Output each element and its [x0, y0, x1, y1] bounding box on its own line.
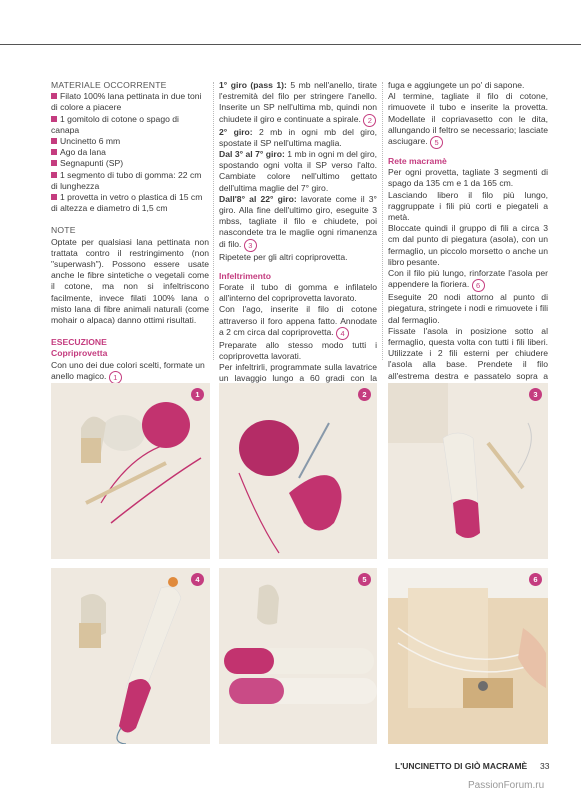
copri-text: Con uno dei due colori scelti, formate un anello magico. 1 [51, 359, 205, 382]
bullet-square-icon [51, 149, 57, 155]
step-paragraph: Lasciando libero il filo più lungo, raggruppate i fili più corti e piegateli a metà. [388, 189, 548, 223]
footer-title: L'UNCINETTO DI GIÒ MACRAMÈ [395, 761, 528, 771]
step-ref-badge: 2 [363, 114, 376, 127]
bullet-square-icon [51, 194, 57, 200]
material-item: Segnapunti (SP) [51, 158, 209, 169]
esecuzione-heading: ESECUZIONE [51, 337, 107, 348]
material-item: Filato 100% lana pettinata in due toni di colore a piacere [51, 91, 202, 113]
step-paragraph: Dall'8° al 22° giro: lavorate come il 3° giro. Alla fine dell'ultimo giro, eseguite 3 mbss, tagliate il filo e chiudete, poi nascondete tra le maglie ogni rimanenza di filo. 3 [219, 193, 377, 250]
photo-step-1 [51, 383, 210, 559]
bullet-square-icon [51, 160, 57, 166]
step-paragraph: Con l'ago, inserite il filo di cotone attraverso il foro appena fatto. Annodate a 2 cm circa dal copriprovetta. 4 [219, 304, 377, 338]
rete-heading: Rete macramè [388, 156, 447, 167]
column-2 [219, 80, 377, 396]
photo-step-5 [219, 568, 377, 744]
photo-number-badge: 5 [358, 573, 371, 586]
step-paragraph: Preparate allo stesso modo tutti i copriprovetta lavorati. [219, 339, 377, 362]
step-paragraph: Per infeltrirli, programmate sulla lavatrice un lavaggio lungo a 60 gradi con la [219, 362, 377, 384]
photo-step-2 [219, 383, 377, 559]
step-paragraph: Al termine, tagliate il filo di cotone, rimuovete il tubo e inserite la provetta. Modellate il copriavasetto con le dita, allungando il feltro se necessario; lasciate asciugare. 5 [388, 91, 548, 148]
photo-6-illustration [388, 568, 548, 744]
photo-step-6 [388, 568, 548, 744]
step-ref-badge: 5 [430, 136, 443, 149]
watermark: PassionForum.ru [468, 780, 545, 791]
material-item: Uncinetto 6 mm [51, 136, 209, 147]
step-paragraph: fuga e aggiungete un po' di sapone. [388, 80, 525, 90]
photo-1-illustration [51, 383, 210, 559]
material-item: 1 segmento di tubo di gomma: 22 cm di lunghezza [51, 169, 202, 191]
photo-3-illustration [388, 383, 548, 559]
step-ref-badge: 4 [336, 327, 349, 340]
step-ref-badge: 1 [109, 371, 122, 384]
photo-4-illustration [51, 568, 210, 744]
step-paragraph: 1° giro (pass 1): 5 mb nell'anello, tirate l'estremità del filo per stringere l'anello. Inserite un SP nell'ultima mb, quindi non chiudete il giro e continuate a spirale. 2 [219, 80, 378, 125]
photo-2-illustration [219, 383, 377, 559]
infeltrimento-heading: Infeltrimento [219, 270, 272, 281]
step-paragraph: Eseguite 20 nodi attorno al punto di piegatura, stringete i nodi e rimuovete i fili dal fermaglio. [388, 292, 548, 325]
photo-step-4 [51, 568, 210, 744]
column-divider [213, 82, 214, 360]
step-paragraph: 2° giro: 2 mb in ogni mb del giro, spostate il SP nell'ultima maglia. [219, 126, 377, 148]
note-heading: NOTE [51, 225, 76, 236]
step-paragraph: Con il filo più lungo, rinforzate l'asola per appendere la fioriera. 6 [388, 268, 548, 291]
step-paragraph: Dal 3° al 7° giro: 1 mb in ogni m del giro, spostando ogni volta il SP verso l'alto. Cambiate colore nell'ultimo gettato dell'ultima maglie del 7° giro. [219, 149, 377, 193]
column-divider [382, 82, 383, 360]
bullet-square-icon [51, 116, 57, 122]
copriprovetta-heading: Copriprovetta [51, 348, 108, 359]
step-ref-badge: 6 [472, 279, 485, 292]
bullet-square-icon [51, 93, 57, 99]
bullet-square-icon [51, 138, 57, 144]
photo-number-badge: 2 [358, 388, 371, 401]
material-item: 1 gomitolo di cotone o spago di canapa [51, 113, 179, 135]
material-item: Ago da lana [51, 147, 209, 158]
material-item: 1 provetta in vetro o plastica di 15 cm di altezza e diametro di 1,5 cm [51, 192, 203, 214]
photo-number-badge: 3 [529, 388, 542, 401]
step-paragraph: Forate il tubo di gomma e infilatelo all'interno del copriprovetta lavorato. [219, 282, 377, 304]
column-1 [51, 80, 209, 384]
step-paragraph: Ripetete per gli altri copriprovetta. [219, 251, 348, 262]
page-number: 33 [540, 761, 550, 771]
materiale-heading: MATERIALE OCCORRENTE [51, 80, 167, 90]
photo-5-illustration [219, 568, 377, 744]
top-rule [0, 44, 581, 45]
note-text: Optate per qualsiasi lana pettinata non trattata contro il restringimento (non "superwash"). Possono essere usate anche le fibre sintetiche o vegetali come il cotone, ma non si infeltriscono facilmente, invece filati 100% lana o misto lana di fibre animali naturali (come mohair o alpaca) danno ottimi risultati. [51, 236, 209, 326]
photo-number-badge: 6 [529, 573, 542, 586]
column-3 [388, 80, 548, 404]
photo-step-3 [388, 383, 548, 559]
photo-number-badge: 1 [191, 388, 204, 401]
step-paragraph: Per ogni provetta, tagliate 3 segmenti di spago da 135 cm e 1 da 165 cm. [388, 167, 548, 189]
step-paragraph: Bloccate quindi il gruppo di fili a circa 3 cm dal punto di piegatura (asola), con un fermaglio, un piccolo morsetto o anche un libro pesante. [388, 223, 548, 267]
photo-number-badge: 4 [191, 573, 204, 586]
step-ref-badge: 3 [244, 239, 257, 252]
bullet-square-icon [51, 172, 57, 178]
step-paragraph: Fissate l'asola in posizione sotto al fermaglio, questa volta con tutti i fili liberi. Utilizzate i 2 fili esterni per chiudere l'asola alla base. Prendete il filo all'estrema destra e passatelo sopra a [388, 325, 548, 381]
